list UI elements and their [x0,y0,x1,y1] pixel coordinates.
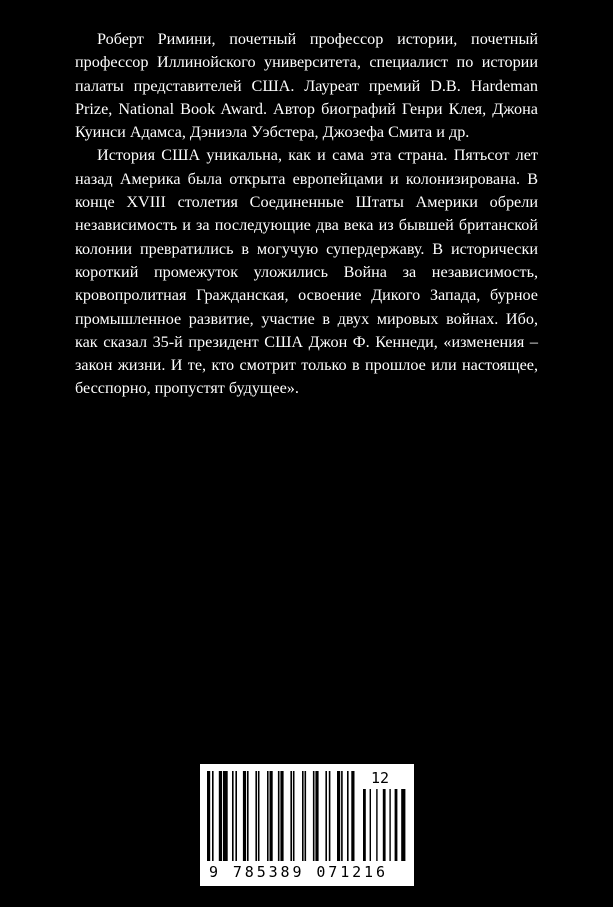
author-bio-paragraph: Роберт Римини, почетный профессор истории, почетный профессор Иллинойского университета, специалист по истории палаты представителей США. Лауреат премий D.B. Hardeman Prize, National Book Award. Автор биографий Генри Клея, Джона Куинси Адамса, Дэниэла Уэбстера, Джозефа Смита и др. [75,30,538,142]
barcode-bar [255,771,257,861]
barcode-digits: 9 785389 071216 [209,863,385,881]
barcode-bar [267,771,269,861]
barcode-bar [313,771,315,861]
book-description-paragraph: История США уникальна, как и сама эта страна. Пятьсот лет назад Америка была открыта европейцами и колонизирована. В конце XVIII столетия Соединенные Штаты Америки обрели независимость и за последующие два века из бывшей британской колонии превратились в могучую супердержаву. В исторически короткий промежуток уложились Война за независимость, кровопролитная Гражданская, освоение Дикого Запада, бурное промышленное развитие, участие в двух мировых войнах. Ибо, как сказал 35-й президент США Джон Ф. Кеннеди, «изменения – закон жизни. И те, кто смотрит только в прошлое или настоящее, бесспорно, пропустят будущее». [75,146,538,398]
barcode-bar [325,771,327,861]
barcode-bar [243,771,246,861]
barcode-bar [329,771,331,861]
barcode-bar [293,771,295,861]
barcode-bar [347,771,349,861]
barcode-bar [341,771,343,861]
barcode-bar [270,771,273,861]
barcode-bar [223,771,228,861]
barcode-bar [219,771,222,861]
barcode-bar [207,771,210,861]
barcode-bar [212,771,214,861]
back-cover-text [75,28,538,401]
barcode-bar [247,771,249,861]
barcode-bar [280,771,283,861]
barcode-addon-digits: 12 [371,769,390,787]
barcode-bar [363,789,366,861]
barcode-bar [290,771,292,861]
barcode-bar [389,789,390,861]
barcode-graphic [203,767,411,883]
barcode-bar [258,771,260,861]
barcode-bar [370,789,371,861]
barcode-bar [401,789,405,861]
barcode-bar [235,771,237,861]
isbn-barcode [200,764,414,886]
barcode-bar [305,771,307,861]
barcode-bar [383,789,386,861]
barcode-bar [232,771,234,861]
barcode-bar [376,789,377,861]
barcode-bar [337,771,340,861]
barcode-bar [315,771,318,861]
barcode-bar [302,771,304,861]
barcode-bar [351,771,354,861]
barcode-bar [278,771,280,861]
barcode-bar [395,789,398,861]
